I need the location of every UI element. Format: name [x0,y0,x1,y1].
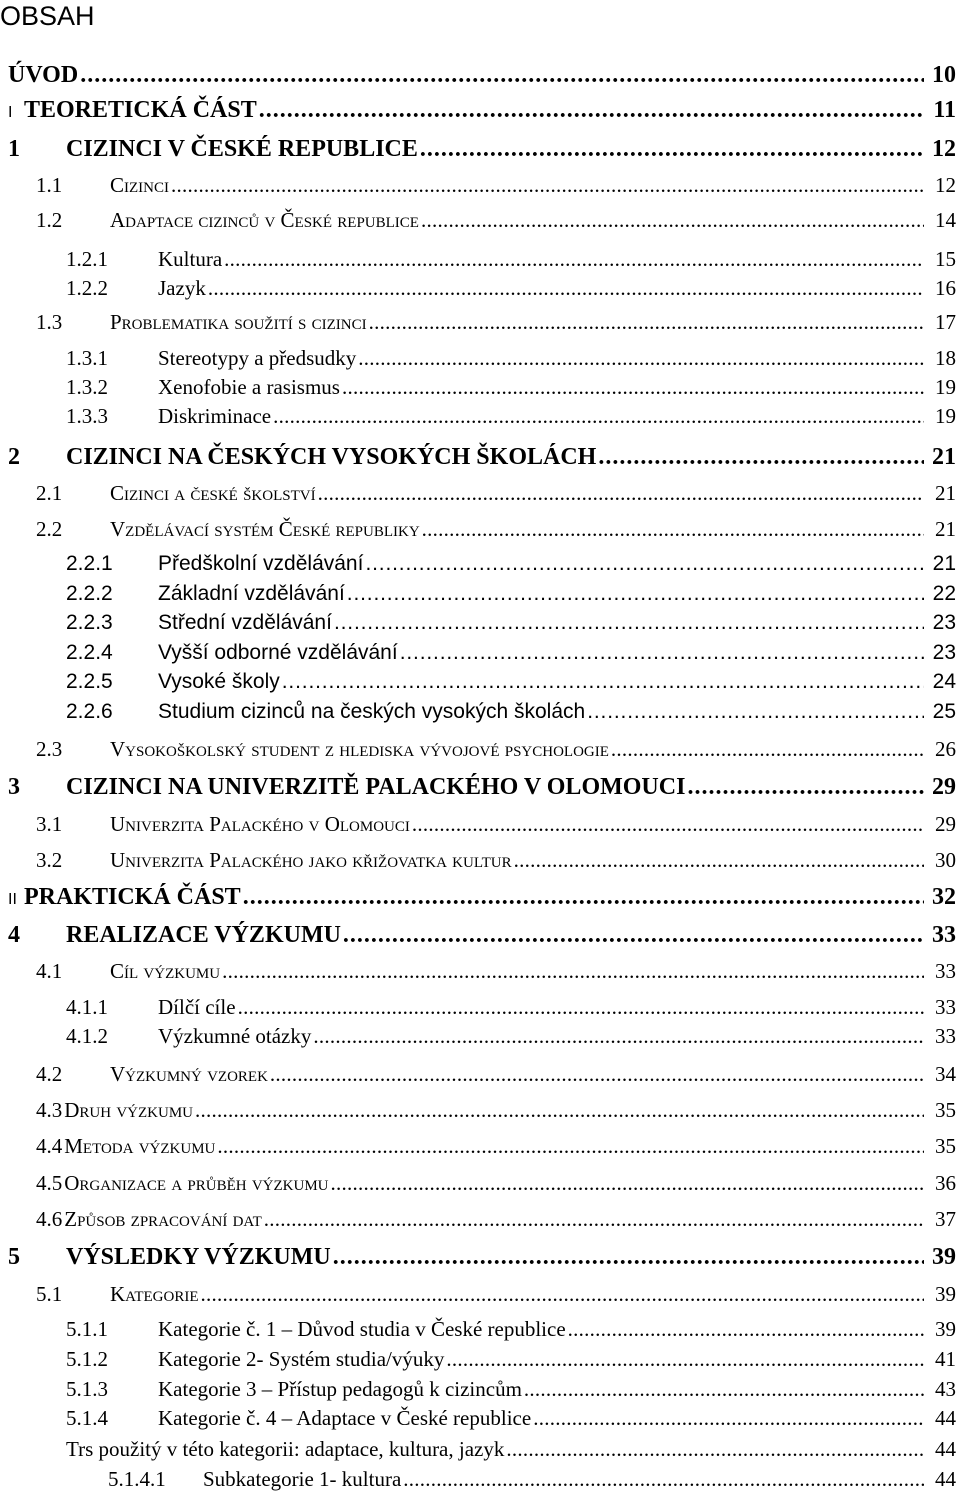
toc-entry-title: Jazyk [158,276,206,300]
toc-entry-number: 1.2.1 [66,247,108,271]
toc-entry[interactable] [66,1437,956,1462]
toc-entry-title: Cíl výzkumu [110,959,221,983]
dot-leader [446,1347,924,1372]
toc-entry-page: 24 [932,670,956,693]
toc-entry-page: 12 [932,136,956,162]
toc-entry-number: 1.3.1 [66,346,108,370]
toc-entry[interactable] [36,173,956,198]
toc-entry-number: 5.1 [36,1282,63,1306]
toc-entry-title: Adaptace cizinců v České republice [110,208,419,232]
toc-entry-number: 3.2 [36,848,63,872]
toc-entry-title: TEORETICKÁ ČÁST [24,97,257,123]
toc-entry-number: 4 [8,922,20,948]
toc-entry[interactable] [8,97,956,124]
dot-leader [334,611,924,635]
toc-entry-page: 37 [935,1207,956,1231]
toc-entry-number: 4.1.2 [66,1024,108,1048]
toc-entry-title: Subkategorie 1- kultura [203,1467,402,1491]
toc-entry-title: Studium cizinců na českých vysokých školách [158,700,586,723]
toc-entry-title: Kategorie [110,1282,199,1306]
toc-entry[interactable] [66,700,956,724]
toc-entry-page: 43 [935,1377,956,1401]
dot-leader [533,1406,924,1431]
dot-leader [514,848,924,873]
toc-entry-page: 23 [932,611,956,634]
toc-entry-page: 21 [935,517,956,541]
toc-entry-number: 2.2.1 [66,552,113,575]
toc-entry-page: 32 [932,884,956,910]
dot-leader [264,1207,924,1232]
toc-entry-title: Univerzita Palackého v Olomouci [110,812,410,836]
toc-entry-title: Vysokoškolský student z hlediska vývojové psychologie [110,737,609,761]
toc-entry-page: 29 [935,812,956,836]
dot-leader [568,1317,924,1342]
toc-entry-page: 44 [935,1467,956,1491]
dot-leader [171,173,924,198]
toc-entry-page: 33 [932,922,956,948]
dot-leader [400,641,924,665]
dot-leader [369,310,924,335]
toc-entry-number: 3.1 [36,812,63,836]
toc-entry-page: 39 [932,1244,956,1270]
toc-entry-title: Výzkumné otázky [158,1024,312,1048]
toc-entry-number: 2 [8,444,20,470]
toc-entry-number: 2.1 [36,481,63,505]
dot-leader [333,1244,924,1271]
toc-entry-number: 1.1 [36,173,63,197]
toc-entry-number: 4.1 [36,959,63,983]
toc-entry-page: 23 [932,641,956,664]
toc-entry-page: 35 [935,1098,956,1122]
toc-entry-title: CIZINCI NA ČESKÝCH VYSOKÝCH ŠKOLÁCH [66,444,597,470]
toc-entry-number: 4.1.1 [66,995,108,1019]
toc-entry[interactable] [66,552,956,576]
toc-entry-number: 2.2.6 [66,700,113,723]
dot-leader [259,97,924,124]
toc-entry[interactable] [66,375,956,400]
toc-entry-title: Předškolní vzdělávání [158,552,364,575]
dot-leader [273,404,924,429]
toc-entry-title: Cizinci [110,173,169,197]
dot-leader [358,346,924,371]
toc-entry-page: 17 [935,310,956,334]
toc-entry-number: II [8,891,17,908]
toc-entry-page: 33 [935,995,956,1019]
dot-leader [313,1024,924,1049]
toc-entry[interactable] [66,611,956,635]
toc-entry[interactable] [66,670,956,694]
toc-entry-page: 30 [935,848,956,872]
toc-entry-number: 2.2.4 [66,641,113,664]
toc-entry-number: I [8,104,13,121]
toc-entry-number: 1.3.2 [66,375,108,399]
toc-entry[interactable] [36,1062,956,1087]
toc-entry[interactable] [36,1171,956,1196]
toc-entry[interactable] [66,276,956,301]
toc-entry-number: 2.2.3 [66,611,113,634]
toc-entry[interactable] [8,884,956,911]
toc-entry-title: Způsob zpracování dat [64,1207,262,1231]
dot-leader [282,670,924,694]
toc-entry-title: Kategorie č. 4 – Adaptace v České republice [158,1406,532,1430]
toc-entry[interactable] [108,1467,956,1492]
dot-leader [587,700,924,724]
dot-leader [201,1282,925,1307]
toc-entry-page: 19 [935,404,956,428]
toc-entry-title: Cizinci a české školství [110,481,316,505]
toc-entry-page: 35 [935,1134,956,1158]
toc-entry-page: 21 [935,481,956,505]
toc-entry-page: 21 [932,444,956,470]
toc-entry-page: 36 [935,1171,956,1195]
toc-entry-page: 14 [935,208,956,232]
toc-entry-title: ÚVOD [8,62,79,88]
toc-entry-page: 18 [935,346,956,370]
toc-entry-title: CIZINCI NA UNIVERZITĚ PALACKÉHO V OLOMOUCI [66,774,686,800]
toc-entry-page: 11 [933,97,956,123]
toc-entry-title: Základní vzdělávání [158,582,345,605]
toc-entry-number: 1.2 [36,208,63,232]
dot-leader [342,375,924,400]
toc-entry-number: 1.3 [36,310,63,334]
dot-leader [421,208,924,233]
toc-entry[interactable] [66,995,956,1020]
toc-entry-page: 25 [932,700,956,723]
toc-entry-page: 33 [935,959,956,983]
dot-leader [598,444,924,471]
dot-leader [270,1062,924,1087]
toc-entry-number: 5.1.1 [66,1317,108,1341]
toc-entry-title: Kultura [158,247,223,271]
toc-entry[interactable] [36,481,956,506]
toc-entry-page: 39 [935,1317,956,1341]
dot-leader [343,922,924,949]
toc-entry-page: 16 [935,276,956,300]
toc-entry-title: Organizace a průběh výzkumu [64,1171,329,1195]
toc-entry-number: 5.1.4.1 [108,1467,166,1491]
dot-leader [80,62,924,89]
toc-entry-title: Diskriminace [158,404,272,428]
toc-entry-number: 2.2.2 [66,582,113,605]
toc-entry-number: 1 [8,136,20,162]
toc-entry[interactable] [36,517,956,542]
toc-entry-number: 2.2 [36,517,63,541]
toc-entry-number: 4.2 [36,1062,63,1086]
toc-entry[interactable] [66,641,956,665]
toc-entry-title: Kategorie č. 1 – Důvod studia v České republice [158,1317,566,1341]
toc-entry-number: 2.3 [36,737,63,761]
toc-entry-title: Vzdělávací systém České republiky [110,517,420,541]
toc-entry-page: 26 [935,737,956,761]
toc-entry[interactable] [36,1207,956,1232]
toc-entry-title: Trs použitý v této kategorii: adaptace, kultura, jazyk [66,1437,505,1461]
toc-entry[interactable] [66,247,956,272]
toc-entry[interactable] [66,1347,956,1372]
toc-entry-number: 5 [8,1244,20,1270]
toc-entry[interactable] [66,1406,956,1431]
dot-leader [347,582,924,606]
toc-entry[interactable] [66,582,956,606]
toc-entry-title: REALIZACE VÝZKUMU [66,922,341,948]
toc-entry[interactable] [8,1244,956,1271]
dot-leader [222,959,924,984]
toc-entry[interactable] [66,1317,956,1342]
toc-entry-page: 19 [935,375,956,399]
toc-entry-number: 5.1.3 [66,1377,108,1401]
toc-entry-page: 12 [935,173,956,197]
toc-entry-title: Stereotypy a předsudky [158,346,357,370]
toc-entry-title: Univerzita Palackého jako křižovatka kultur [110,848,512,872]
toc-entry[interactable] [8,774,956,801]
page-title: OBSAH [0,1,95,31]
toc-entry[interactable] [36,812,956,837]
toc-entry-number: 2.2.5 [66,670,113,693]
dot-leader [687,774,924,801]
toc-entry-page: 29 [932,774,956,800]
toc-entry[interactable] [8,922,956,949]
dot-leader [412,812,924,837]
toc-entry-number: 3 [8,774,20,800]
toc-entry-title: PRAKTICKÁ ČÁST [24,884,241,910]
toc-entry-page: 22 [932,582,956,605]
toc-entry-page: 15 [935,247,956,271]
toc-entry[interactable] [66,404,956,429]
toc-entry[interactable] [36,1098,956,1123]
dot-leader [217,1134,924,1159]
toc-entry-title: Metoda výzkumu [64,1134,216,1158]
toc-entry-title: Vysoké školy [158,670,280,693]
toc-entry[interactable] [36,1134,956,1159]
toc-entry[interactable] [36,208,956,233]
dot-leader [420,136,924,163]
toc-entry[interactable] [66,1024,956,1049]
dot-leader [318,481,924,506]
toc-entry[interactable] [8,444,956,471]
toc-entry-title: Xenofobie a rasismus [158,375,340,399]
toc-entry-title: Problematika soužití s cizinci [110,310,367,334]
toc-entry-title: Kategorie 2- Systém studia/výuky [158,1347,445,1371]
toc-entry[interactable] [36,848,956,873]
toc-entry[interactable] [66,346,956,371]
toc-entry-number: 4.6 [36,1207,63,1231]
toc-entry[interactable] [36,737,956,762]
toc-entry-number: 1.3.3 [66,404,108,428]
toc-entry[interactable] [8,62,956,89]
toc-entry-number: 5.1.4 [66,1406,108,1430]
toc-entry-page: 10 [932,62,956,88]
toc-entry-page: 34 [935,1062,956,1086]
toc-entry-page: 44 [935,1406,956,1430]
dot-leader [224,247,924,272]
toc-entry-number: 1.2.2 [66,276,108,300]
toc-entry-page: 21 [932,552,956,575]
dot-leader [403,1467,924,1492]
dot-leader [243,884,924,911]
dot-leader [331,1171,924,1196]
dot-leader [524,1377,924,1402]
toc-entry-page: 41 [935,1347,956,1371]
dot-leader [195,1098,924,1123]
toc-entry[interactable] [36,1282,956,1307]
dot-leader [365,552,924,576]
toc-entry-number: 4.5 [36,1171,63,1195]
toc-entry[interactable] [36,959,956,984]
dot-leader [208,276,924,301]
dot-leader [611,737,924,762]
toc-entry[interactable] [66,1377,956,1402]
toc-entry-title: Dílčí cíle [158,995,236,1019]
dot-leader [506,1437,924,1462]
toc-entry-title: Kategorie 3 – Přístup pedagogů k cizincům [158,1377,522,1401]
toc-entry-title: Výzkumný vzorek [110,1062,268,1086]
toc-entry-page: 33 [935,1024,956,1048]
toc-entry-page: 39 [935,1282,956,1306]
dot-leader [422,517,924,542]
toc-entry[interactable] [8,136,956,163]
toc-entry-title: Vyšší odborné vzdělávání [158,641,398,664]
toc-entry-title: CIZINCI V ČESKÉ REPUBLICE [66,136,418,162]
toc-entry-number: 4.3 [36,1098,63,1122]
dot-leader [238,995,924,1020]
toc-entry-title: VÝSLEDKY VÝZKUMU [66,1244,331,1270]
toc-entry-page: 44 [935,1437,956,1461]
toc-entry-title: Druh výzkumu [64,1098,193,1122]
toc-entry[interactable] [36,310,956,335]
toc-entry-number: 4.4 [36,1134,63,1158]
toc-entry-title: Střední vzdělávání [158,611,332,634]
toc-entry-number: 5.1.2 [66,1347,108,1371]
